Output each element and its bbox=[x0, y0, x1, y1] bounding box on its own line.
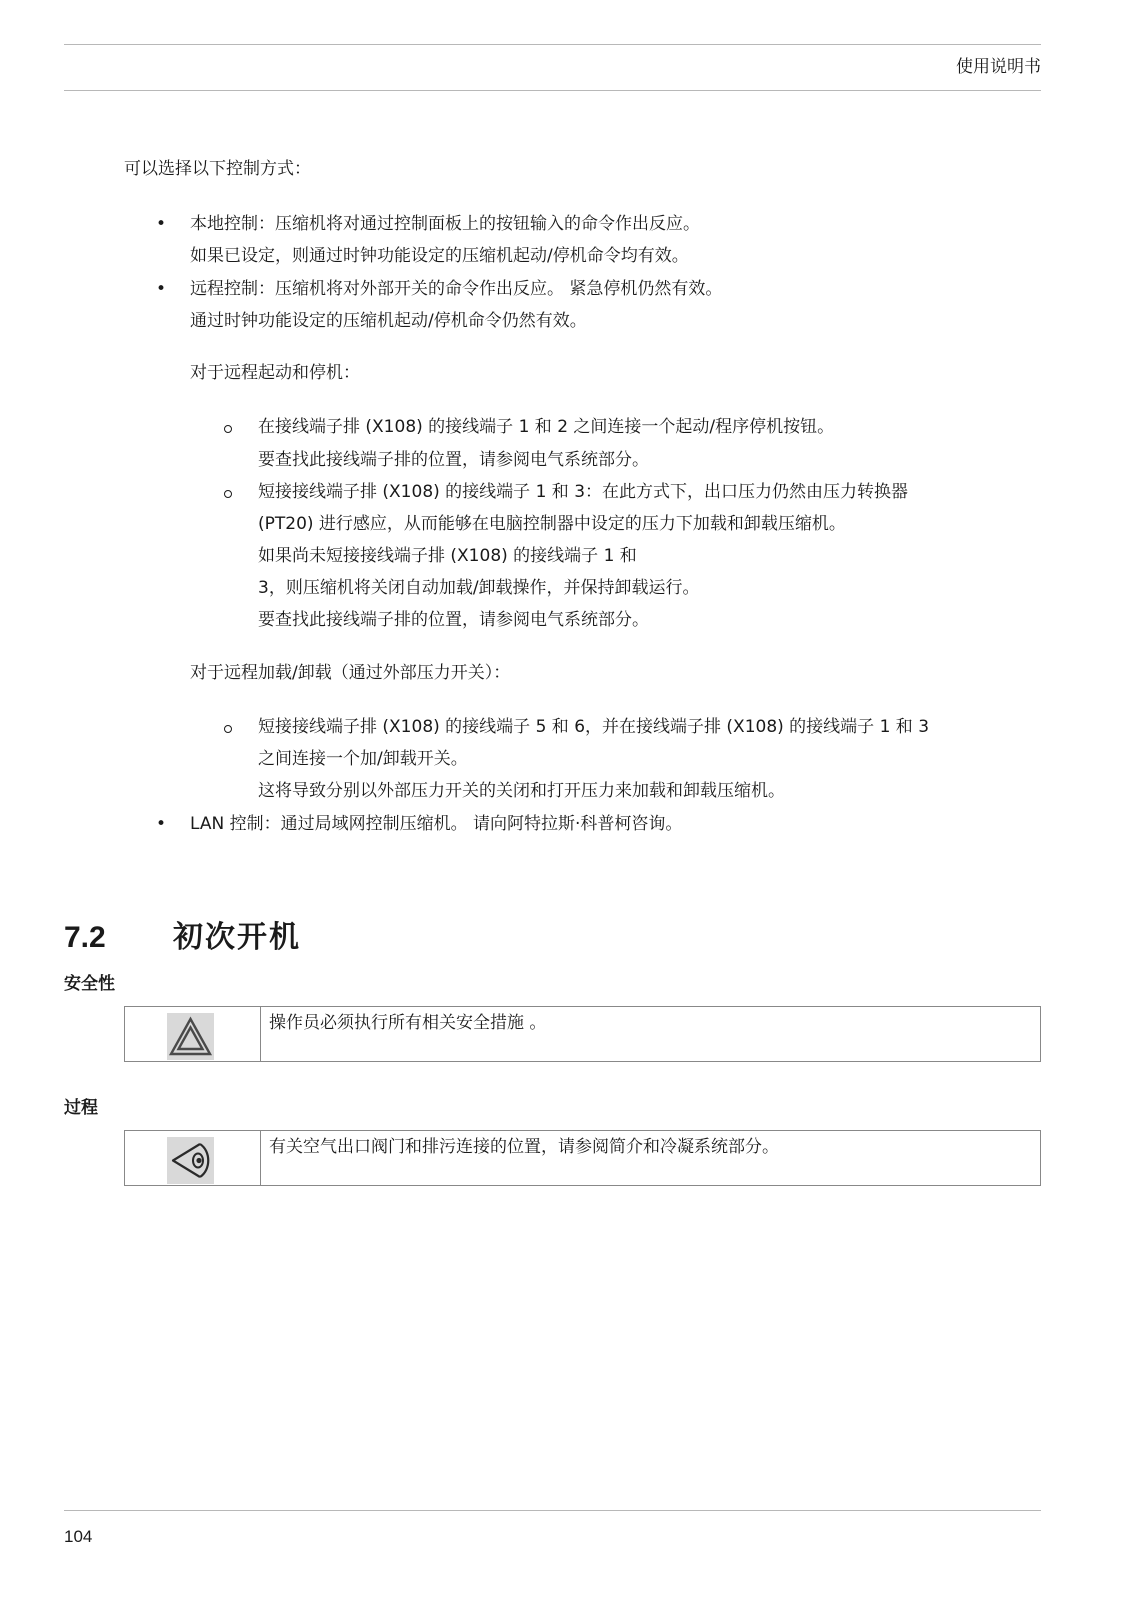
sub-bullet-circle bbox=[224, 425, 232, 433]
section-number: 7.2 bbox=[64, 921, 106, 954]
remote-load-unload-title: 对于远程加载/卸载（通过外部压力开关）： bbox=[190, 663, 511, 683]
warning-triangle-icon bbox=[167, 1013, 214, 1060]
document-title: 使用说明书 bbox=[956, 57, 1041, 77]
sub-bullet-circle bbox=[224, 490, 232, 498]
eye-icon bbox=[167, 1137, 214, 1184]
local-control-line-2: 如果已设定，则通过时钟功能设定的压缩机起动/停机命令均有效。 bbox=[190, 246, 689, 266]
bullet-dot: • bbox=[156, 214, 167, 234]
start-stop-item1-line-1: 在接线端子排 (X108) 的接线端子 1 和 2 之间连接一个起动/程序停机按钮。 bbox=[258, 417, 835, 437]
start-stop-item2-line-3: 如果尚未短接接线端子排 (X108) 的接线端子 1 和 bbox=[258, 546, 637, 566]
safety-notice-box bbox=[124, 1006, 1041, 1062]
safety-icon-cell bbox=[125, 1007, 261, 1061]
safety-heading: 安全性 bbox=[64, 974, 115, 994]
local-control-line-1: 本地控制：压缩机将对通过控制面板上的按钮输入的命令作出反应。 bbox=[190, 214, 700, 234]
bullet-dot: • bbox=[156, 279, 167, 299]
section-title: 初次开机 bbox=[173, 920, 301, 955]
load-unload-item1-line-3: 这将导致分别以外部压力开关的关闭和打开压力来加载和卸载压缩机。 bbox=[258, 781, 785, 801]
remote-control-line-1: 远程控制：压缩机将对外部开关的命令作出反应。 紧急停机仍然有效。 bbox=[190, 279, 723, 299]
sub-bullet-circle bbox=[224, 725, 232, 733]
page-number: 104 bbox=[64, 1527, 93, 1546]
procedure-text: 有关空气出口阀门和排污连接的位置，请参阅简介和冷凝系统部分。 bbox=[269, 1137, 779, 1157]
start-stop-item2-line-5: 要查找此接线端子排的位置，请参阅电气系统部分。 bbox=[258, 610, 649, 630]
footer-rule bbox=[64, 1510, 1041, 1511]
remote-start-stop-title: 对于远程起动和停机： bbox=[190, 363, 360, 383]
procedure-heading: 过程 bbox=[64, 1098, 98, 1118]
procedure-notice-box bbox=[124, 1130, 1041, 1186]
load-unload-item1-line-1: 短接接线端子排 (X108) 的接线端子 5 和 6，并在接线端子排 (X108) 的接线端子 1 和 3 bbox=[258, 717, 930, 737]
intro-text: 可以选择以下控制方式： bbox=[124, 159, 311, 179]
bullet-dot: • bbox=[156, 814, 167, 834]
remote-control-line-2: 通过时钟功能设定的压缩机起动/停机命令仍然有效。 bbox=[190, 311, 587, 331]
start-stop-item2-line-1: 短接接线端子排 (X108) 的接线端子 1 和 3：在此方式下，出口压力仍然由压力转换器 bbox=[258, 482, 909, 502]
load-unload-item1-line-2: 之间连接一个加/卸载开关。 bbox=[258, 749, 468, 769]
header-top-rule bbox=[64, 44, 1041, 45]
start-stop-item1-line-2: 要查找此接线端子排的位置，请参阅电气系统部分。 bbox=[258, 450, 649, 470]
header-bottom-rule bbox=[64, 90, 1041, 91]
start-stop-item2-line-2: (PT20) 进行感应，从而能够在电脑控制器中设定的压力下加载和卸载压缩机。 bbox=[258, 514, 846, 534]
start-stop-item2-line-4: 3，则压缩机将关闭自动加载/卸载操作，并保持卸载运行。 bbox=[258, 578, 700, 598]
procedure-icon-cell bbox=[125, 1131, 261, 1185]
safety-text: 操作员必须执行所有相关安全措施 。 bbox=[269, 1013, 547, 1033]
lan-control-text: LAN 控制：通过局域网控制压缩机。 请向阿特拉斯·科普柯咨询。 bbox=[190, 814, 683, 834]
